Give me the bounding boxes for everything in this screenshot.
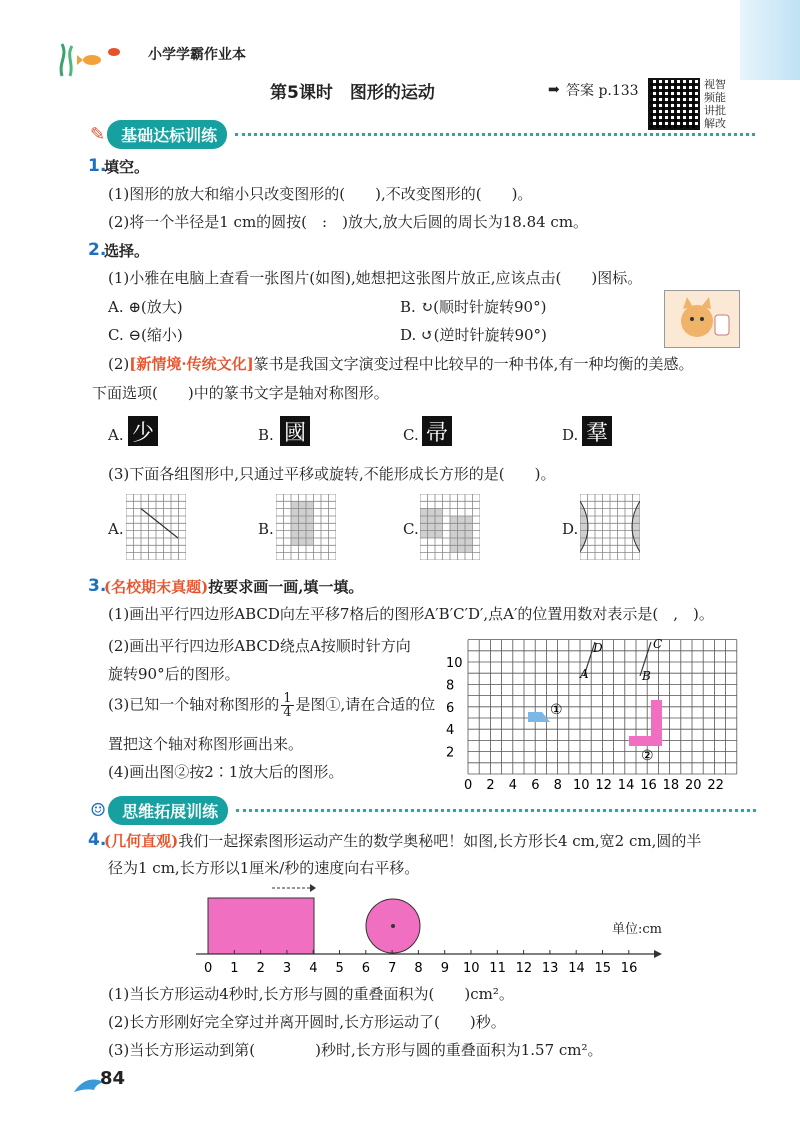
grid-option-b [276, 494, 336, 560]
x-tick-label: 4 [508, 778, 518, 792]
seal-label-b: B. [258, 426, 274, 444]
q4-line2: 径为1 cm,长方形以1厘米/秒的速度向右平移。 [108, 859, 420, 877]
q3-sub3-text: 是图①,请在合适的位 [295, 695, 436, 714]
motion-diagram [196, 882, 676, 978]
qr-label-line: 视智 [704, 78, 726, 91]
coordinate-grid [440, 630, 756, 792]
section-extend-title: 思维拓展训练 [108, 796, 228, 825]
fraction-numerator: 1 [283, 691, 292, 706]
q3-number: 3. [88, 576, 107, 596]
q1-item: (1)图形的放大和缩小只改变图形的( ),不改变图形的( )。 [108, 185, 533, 203]
axis-tick-label: 2 [256, 961, 265, 976]
seal-character-c: 帚 [422, 416, 452, 446]
x-tick-label: 10 [573, 778, 590, 792]
q2-number: 2. [88, 240, 107, 260]
point-label-a: A [580, 667, 589, 681]
q3-tag: (名校期末真题) [104, 578, 209, 596]
grid-label-d: D. [562, 520, 579, 538]
seal-label-d: D. [562, 426, 579, 444]
axis-tick-label: 8 [414, 961, 423, 976]
x-tick-label: 12 [595, 778, 612, 792]
seal-label-a: A. [108, 426, 124, 444]
seal-character-b: 國 [280, 416, 310, 446]
q2-sub2: (2)[新情境·传统文化]篆书是我国文字演变过程中比较早的一种书体,有一种均衡的美感。 [108, 355, 694, 373]
q2-sub2-text2: 下面选项( )中的篆书文字是轴对称图形。 [92, 384, 389, 402]
q3-sub3 [108, 692, 435, 722]
q2-option-b: B. ↻(顺时针旋转90°) [400, 298, 547, 316]
q2-option-c: C. ⊖(缩小) [108, 326, 183, 344]
q3-sub3-text: (3)已知一个轴对称图形的 [108, 695, 280, 714]
point-label-c: C [653, 637, 663, 651]
y-tick-label: 4 [446, 723, 455, 739]
q2-sub2-tag: [新情境·传统文化] [129, 355, 254, 373]
q3-sub4: (4)画出图②按2∶1放大后的图形。 [108, 763, 344, 781]
q2-sub1: (1)小雅在电脑上查看一张图片(如图),她想把这张图片放正,应该点击( )图标。 [108, 269, 643, 287]
seal-label-c: C. [403, 426, 419, 444]
q4-line1 [104, 831, 701, 851]
x-tick-label: 2 [486, 778, 495, 792]
axis-tick-label: 15 [594, 961, 612, 976]
q1-title: 填空。 [104, 158, 150, 176]
section-basic-header [90, 118, 755, 150]
q3-sub1: (1)画出平行四边形ABCD向左平移7格后的图形A′B′C′D′,点A′的位置用数对表示是( , )。 [108, 605, 714, 623]
q2-title: 选择。 [104, 242, 150, 260]
q2-sub3: (3)下面各组图形中,只通过平移或旋转,不能形成长方形的是( )。 [108, 465, 556, 483]
section-extend-header [90, 794, 756, 826]
x-tick-label: 0 [464, 778, 473, 792]
y-tick-label: 2 [446, 745, 455, 761]
y-tick-label: 10 [446, 656, 463, 671]
axis-tick-label: 14 [568, 961, 585, 976]
fraction-denominator: 4 [283, 705, 292, 720]
axis-tick-label: 6 [361, 961, 371, 976]
q3-sub3: 置把这个轴对称图形画出来。 [108, 735, 304, 753]
axis-tick-label: 5 [335, 961, 344, 976]
q3-title: 按要求画一画,填一填。 [208, 578, 364, 596]
section-divider [235, 132, 755, 136]
figure-1-label: ① [550, 702, 563, 718]
seal-character-d: 羣 [582, 416, 612, 446]
qr-label-line: 频能 [704, 91, 726, 104]
x-tick-label: 8 [553, 778, 562, 792]
q4-item: (3)当长方形运动到第( )秒时,长方形与圆的重叠面积为1.57 cm²。 [108, 1041, 603, 1059]
grid-label-c: C. [403, 520, 419, 538]
x-tick-label: 6 [531, 778, 540, 792]
x-tick-label: 16 [640, 778, 657, 792]
tilted-cat-icon [665, 291, 741, 349]
arrow-head-icon [310, 884, 316, 892]
q1-number: 1. [88, 156, 107, 176]
page-number: 84 [100, 1068, 126, 1089]
axis-tick-label: 4 [309, 961, 318, 976]
q4-text: 我们一起探索图形运动产生的数学奥秘吧！如图,长方形长4 cm,宽2 cm,圆的半 [178, 832, 702, 850]
qr-label-line: 讲批 [704, 104, 726, 117]
figure-2-shape [651, 700, 662, 746]
grid-label-b: B. [258, 520, 274, 538]
section-basic-title: 基础达标训练 [107, 120, 227, 149]
circle-center [391, 924, 395, 928]
axis-tick-label: 7 [388, 961, 397, 976]
x-tick-label: 14 [617, 778, 635, 792]
q4-number: 4. [88, 830, 107, 850]
rectangle-shape [208, 898, 314, 954]
seal-character-a: 少 [128, 416, 158, 446]
mascot-icon: ☺ [90, 799, 107, 821]
q3-sub2: (2)画出平行四边形ABCD绕点A按顺时针方向 [108, 637, 411, 655]
point-label-b: B [642, 669, 651, 683]
x-tick-label: 20 [685, 778, 702, 792]
y-tick-label: 8 [446, 678, 455, 694]
answer-arrow-icon: ➡ [548, 82, 560, 98]
header-stripe [740, 0, 800, 80]
unit-label: 单位:cm [612, 922, 662, 937]
answer-ref: 答案 p.133 [566, 83, 639, 99]
grid-option-d [580, 494, 640, 560]
q2-option-d: D. ↺(逆时针旋转90°) [400, 326, 547, 344]
grid-option-c [420, 494, 480, 560]
q1-item: (2)将一个半径是1 cm的圆按( : )放大,放大后圆的周长为18.84 cm。 [108, 213, 589, 231]
q3-sub2: 旋转90°后的图形。 [108, 665, 240, 683]
axis-tick-label: 13 [541, 961, 559, 976]
lesson-title: 第5课时 图形的运动 [270, 83, 435, 103]
figure-2-shape [629, 736, 651, 746]
grid-option-a [126, 494, 186, 560]
axis-tick-label: 16 [620, 961, 638, 976]
axis-tick-label: 12 [515, 961, 533, 976]
section-divider [236, 808, 756, 812]
axis-tick-label: 0 [204, 961, 213, 976]
axis-tick-label: 3 [282, 961, 292, 976]
y-tick-label: 6 [446, 700, 455, 716]
q4-tag: (几何直观) [104, 832, 179, 850]
x-tick-label: 22 [707, 778, 724, 792]
pencil-icon: ✎ [90, 123, 106, 145]
axis-tick-label: 11 [489, 961, 506, 976]
qr-label-line: 解改 [704, 117, 726, 130]
seaweed-fish-icon [40, 38, 130, 78]
header-decoration [40, 38, 130, 78]
axis-tick-label: 1 [230, 961, 239, 976]
grid-label-a: A. [108, 520, 124, 538]
arrow-head-icon [654, 950, 662, 958]
q2-option-a: A. ⊕(放大) [108, 298, 183, 316]
figure-2-label: ② [641, 748, 654, 764]
q4-item: (1)当长方形运动4秒时,长方形与圆的重叠面积为( )cm²。 [108, 985, 514, 1003]
q2-sub2-text: 篆书是我国文字演变过程中比较早的一种书体,有一种均衡的美感。 [253, 355, 694, 373]
x-tick-label: 18 [662, 778, 680, 792]
q3-header [104, 577, 363, 597]
axis-tick-label: 9 [440, 961, 449, 976]
point-label-d: D [593, 641, 603, 655]
cat-picture [664, 290, 740, 348]
q4-item: (2)长方形刚好完全穿过并离开圆时,长方形运动了( )秒。 [108, 1013, 506, 1031]
book-title: 小学学霸作业本 [148, 47, 246, 63]
axis-tick-label: 10 [463, 961, 480, 976]
fraction [281, 692, 293, 719]
